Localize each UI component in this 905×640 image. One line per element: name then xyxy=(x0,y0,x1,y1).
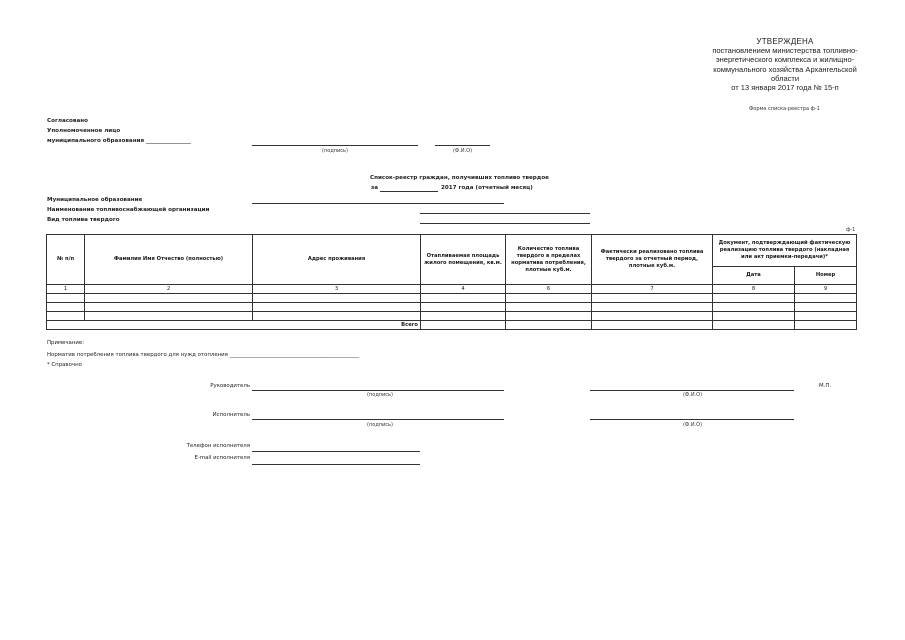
table-cell[interactable] xyxy=(253,303,421,312)
agreed-label: Согласовано xyxy=(47,118,88,124)
table-cell[interactable] xyxy=(592,294,713,303)
municipality-agree-label: муниципального образования ________________ xyxy=(47,138,191,144)
table-cell[interactable] xyxy=(713,312,795,321)
table-cell[interactable] xyxy=(47,303,85,312)
notes-title: Примечание: xyxy=(47,340,85,346)
executor-fio-line xyxy=(590,419,794,420)
column-number: 4 xyxy=(421,285,506,294)
table-cell[interactable] xyxy=(421,303,506,312)
supplier-label: Наименование топливоснабжающей организации xyxy=(47,207,210,213)
executor-signature-line xyxy=(252,419,504,420)
executor-signature-caption: (подпись) xyxy=(367,422,393,428)
total-cell[interactable] xyxy=(421,321,506,330)
table-row xyxy=(47,294,857,303)
table-cell[interactable] xyxy=(253,312,421,321)
head-label: Руководитель xyxy=(210,383,250,389)
head-fio-caption: (Ф.И.О) xyxy=(682,392,703,398)
table-cell[interactable] xyxy=(592,312,713,321)
table-row xyxy=(47,303,857,312)
head-signature-caption: (подпись) xyxy=(367,392,393,398)
fuel-type-line xyxy=(420,223,590,224)
column-number: 1 xyxy=(47,285,85,294)
table-cell[interactable] xyxy=(795,294,857,303)
total-cell[interactable] xyxy=(713,321,795,330)
approval-block xyxy=(700,37,870,92)
approval-line: коммунального хозяйства Архангельской xyxy=(713,64,857,74)
agree-signature-line xyxy=(252,145,418,146)
registry-table xyxy=(46,234,857,330)
approval-line: энергетического комплекса и жилищно- xyxy=(715,55,855,65)
period-suffix: 2017 года (отчетный месяц) xyxy=(441,185,533,191)
period-prefix: за xyxy=(371,185,379,191)
email-label: E-mail исполнителя xyxy=(194,455,250,461)
column-number: 2 xyxy=(85,285,253,294)
head-fio-line xyxy=(590,390,794,391)
header-document: Документ, подтверждающий фактическую реализацию топлива твердого (накладная или акт приемки-передачи)* xyxy=(713,235,857,267)
header-doc-number: Номер xyxy=(795,267,857,285)
total-cell[interactable] xyxy=(592,321,713,330)
reference-note: * Справочно xyxy=(47,362,82,368)
phone-label: Телефон исполнителя xyxy=(186,443,250,449)
table-cell[interactable] xyxy=(713,294,795,303)
table-cell[interactable] xyxy=(713,303,795,312)
table-cell[interactable] xyxy=(47,312,85,321)
header-actual-sold: Фактически реализовано топлива твердого за отчетный период, плотные куб.м. xyxy=(592,235,713,285)
table-cell[interactable] xyxy=(506,312,592,321)
header-area: Отапливаемая площадь жилого помещения, кв.м. xyxy=(421,235,506,285)
fuel-type-label: Вид топлива твердого xyxy=(47,217,120,223)
total-row xyxy=(47,321,857,330)
total-cell[interactable] xyxy=(795,321,857,330)
column-number: 8 xyxy=(713,285,795,294)
executor-fio-caption: (Ф.И.О) xyxy=(682,422,703,428)
column-number: 9 xyxy=(795,285,857,294)
header-number: № п/п xyxy=(47,235,85,285)
table-cell[interactable] xyxy=(506,294,592,303)
table-row xyxy=(47,312,857,321)
period-line xyxy=(380,191,438,192)
header-norm-quantity: Количество топлива твердого в пределах норматива потребления, плотные куб.м. xyxy=(506,235,592,285)
table-cell[interactable] xyxy=(506,303,592,312)
approval-title: УТВЕРЖДЕНА xyxy=(756,37,814,46)
agree-fio-line xyxy=(435,145,490,146)
phone-line[interactable] xyxy=(252,451,420,452)
column-number: 7 xyxy=(592,285,713,294)
header-address: Адрес проживания xyxy=(253,235,421,285)
approval-line: постановлением министерства топливно- xyxy=(712,46,858,56)
supplier-line xyxy=(420,213,590,214)
form-code: ф-1 xyxy=(846,227,856,233)
authorized-label: Уполномоченное лицо xyxy=(47,128,121,134)
header-fullname: Фамилия Имя Отчество (полностью) xyxy=(85,235,253,285)
header-date: Дата xyxy=(713,267,795,285)
column-number: 6 xyxy=(506,285,592,294)
table-cell[interactable] xyxy=(253,294,421,303)
head-signature-line xyxy=(252,390,504,391)
agree-fio-caption: (Ф.И.О) xyxy=(452,148,473,154)
table-cell[interactable] xyxy=(795,312,857,321)
approval-line: области xyxy=(770,73,800,83)
table-cell[interactable] xyxy=(795,303,857,312)
email-line[interactable] xyxy=(252,464,420,465)
form-name: Форма списка-реестра ф-1 xyxy=(749,106,820,112)
municipality-label: Муниципальное образование xyxy=(47,197,143,203)
table-cell[interactable] xyxy=(47,294,85,303)
stamp-label: М.П. xyxy=(819,383,832,389)
table-cell[interactable] xyxy=(421,312,506,321)
table-cell[interactable] xyxy=(592,303,713,312)
table-cell[interactable] xyxy=(85,312,253,321)
executor-label: Исполнитель xyxy=(212,412,250,418)
agree-signature-caption: (подпись) xyxy=(322,148,348,154)
table-cell[interactable] xyxy=(421,294,506,303)
column-number: 3 xyxy=(253,285,421,294)
municipality-line xyxy=(252,203,504,204)
table-cell[interactable] xyxy=(85,294,253,303)
norm-note: Норматив потребления топлива твердого для нужд отопления ________________________________________________ xyxy=(47,352,360,358)
approval-date: от 13 января 2017 года № 15-п xyxy=(731,83,839,93)
list-title: Список-реестр граждан, получивших топливо твердое xyxy=(370,175,549,181)
table-cell[interactable] xyxy=(85,303,253,312)
total-label: Всего xyxy=(47,321,421,330)
total-cell[interactable] xyxy=(506,321,592,330)
